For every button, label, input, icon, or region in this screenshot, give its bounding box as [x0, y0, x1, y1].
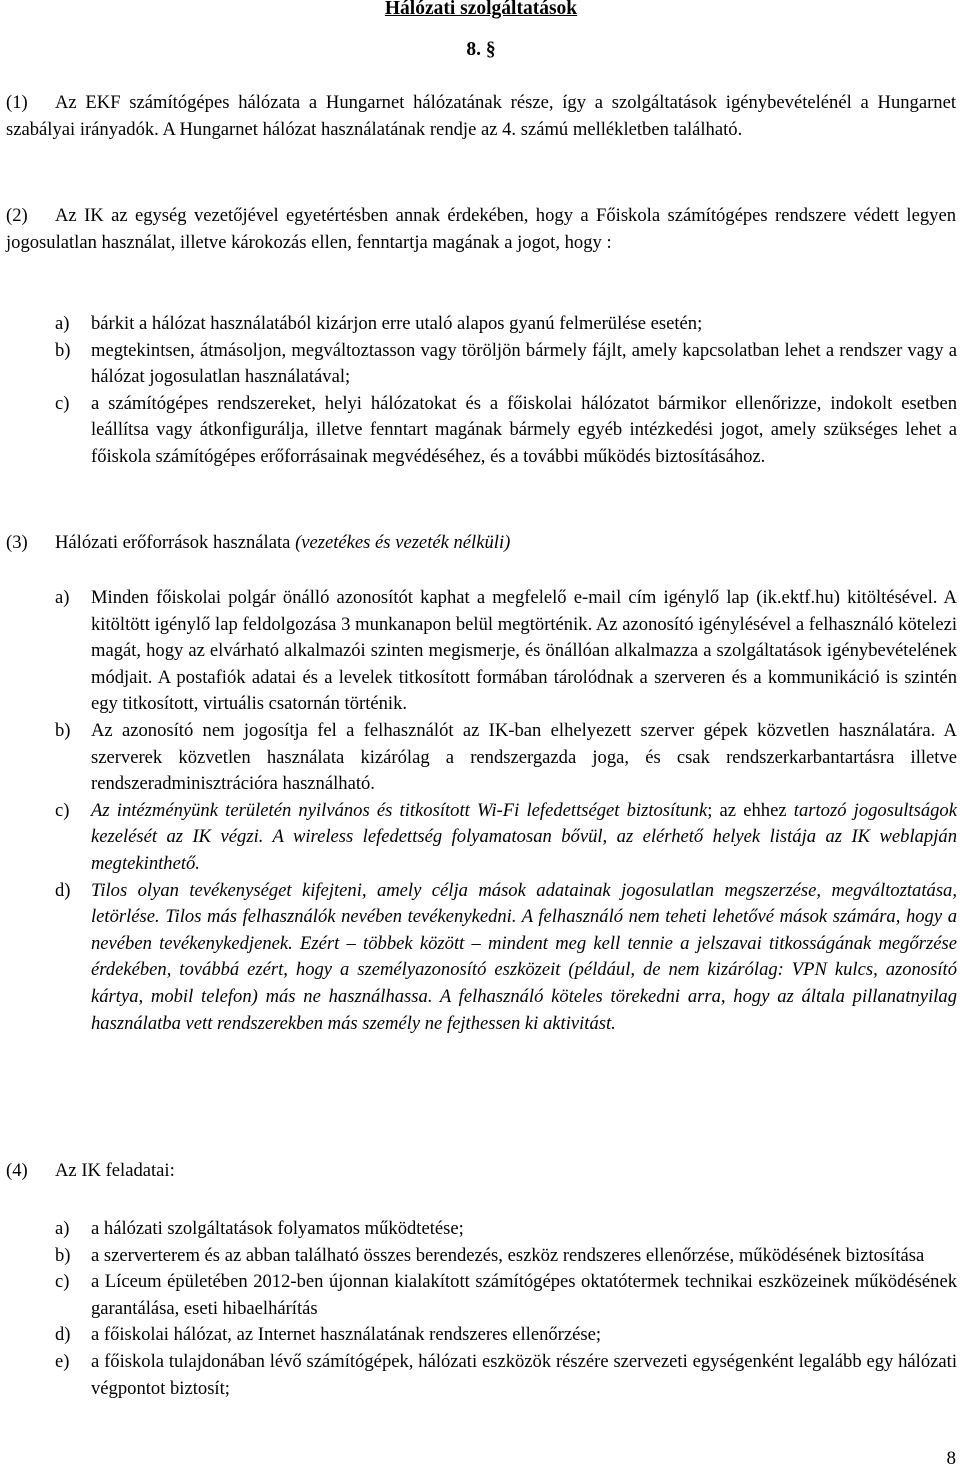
list-item: [55, 311, 957, 338]
list-item-label: a): [55, 313, 70, 334]
list-item-label: c): [55, 392, 70, 414]
list-item: [55, 718, 957, 798]
list-item-text: Az azonosító nem jogosítja fel a felhasználót az IK-ban elhelyezett szerver gépek közvetlen használatára. A szerverek közvetlen használata kizárólag a rendszergazda joga, és csak rendszerkarbantartásra illetve rendszeradminisztrációra használható.: [91, 719, 957, 795]
paragraph-number: (2): [6, 205, 28, 226]
list-item-text: megtekintsen, átmásoljon, megváltoztasson vagy töröljön bármely fájlt, amely kapcsolatban lehet a rendszer vagy a hálózat jogosulatlan használatával;: [91, 339, 957, 388]
list-item: [55, 1269, 957, 1322]
paragraph-number: (1): [6, 92, 28, 113]
list-item-text: a hálózati szolgáltatások folyamatos működtetése;: [91, 1218, 464, 1239]
paragraph-number: (4): [6, 1160, 28, 1181]
list-item-label: c): [55, 799, 70, 821]
list-item-text: a szerverterem és az abban található összes berendezés, eszköz rendszeres ellenőrzése, működésének biztosítása: [91, 1244, 925, 1266]
paragraph-4-list: [55, 1216, 957, 1402]
list-item-text: ; az ehhez: [707, 799, 787, 821]
paragraph-2: [6, 203, 956, 256]
paragraph-3-heading: [6, 530, 956, 557]
paragraph-number: (3): [6, 532, 28, 553]
list-item-label: e): [55, 1350, 70, 1372]
list-item-text: a számítógépes rendszereket, helyi hálózatokat és a főiskolai hálózatot bármikor ellenőrizze, indokolt esetben leállítsa vagy átkonfigurálja, illetve fenntart magának bármely egyéb intézkedési jogot, amely szükséges lehet a főiskola számítógépes erőforrásainak megvédéséhez, és a további működés biztosításához.: [91, 392, 957, 467]
list-item-label: b): [55, 719, 71, 741]
list-item-text-italic: Tilos olyan tevékenységet kifejteni, amely célja mások adatainak jogosulatlan megszerzése, megváltoztatása, letörlése. Tilos más felhasználók nevében tevékenykedni. A felhasználó nem teheti lehetővé mások számára, hogy a nevében tevékenykedjenek. Ezért – többek között – mindent meg kell tennie a jelszavai titkosságának megőrzése érdekében, továbbá ezért, hogy a személyazonosító eszközeit (például, de nem kizárólag: VPN kulcs, azonosító kártya, mobil telefon) más ne használhassa. A felhasználó köteles törekedni arra, hogy az általa pillanatnyilag használatba vett rendszerekben más személy ne fejthessen ki aktivitást.: [91, 879, 957, 1034]
paragraph-3-list: [55, 585, 957, 1037]
paragraph-text: Az EKF számítógépes hálózata a Hungarnet hálózatának része, így a szolgáltatások igénybevételénél a Hungarnet szabályai irányadók. A Hungarnet hálózat használatának rendje az 4. számú mellékletben található.: [6, 92, 956, 140]
list-item: [55, 1216, 957, 1243]
list-item: [55, 1322, 957, 1349]
list-item-text: Minden főiskolai polgár önálló azonosítót kaphat a megfelelő e-mail cím igénylő lap (ik.ektf.hu) kitöltésével. A kitöltött igénylő lap feldolgozása 3 munkanapon belül megtörténik. Az azonosító igénylésével a felhasználó kötelezi magát, hogy az elvárható alkalmazói szinten megismerje, és önállóan alkalmazza a szolgáltatások igénybevételének módjait. A postafiók adatai és a levelek titkosított formában tárolódnak a szerveren és a kommunikáció is szintén egy titkosított, virtuális csatornán történik.: [91, 587, 957, 715]
list-item-label: a): [55, 1218, 70, 1239]
list-item-label: d): [55, 879, 71, 901]
paragraph-text: Az IK az egység vezetőjével egyetértésben annak érdekében, hogy a Főiskola számítógépes rendszere védett legyen jogosulatlan használat, illetve károkozás ellen, fenntartja magának a jogot, hogy :: [6, 205, 956, 253]
page-number: 8: [946, 1448, 956, 1469]
list-item-label: b): [55, 339, 71, 361]
list-item: [55, 391, 957, 471]
list-item-text: a főiskola tulajdonában lévő számítógépek, hálózati eszközök részére szervezeti egységenként legalább egy hálózati végpontot biztosít;: [91, 1350, 957, 1399]
paragraph-1: [6, 90, 956, 143]
list-item: [55, 338, 957, 391]
section-heading: 8. §: [466, 39, 496, 60]
paragraph-heading-text: Az IK feladatai:: [55, 1160, 175, 1181]
paragraph-heading-text: Hálózati erőforrások használata: [55, 532, 291, 553]
list-item: [55, 1243, 957, 1270]
list-item: [55, 878, 957, 1038]
list-item-text: a főiskolai hálózat, az Internet használatának rendszeres ellenőrzése;: [91, 1324, 602, 1346]
page-title: Hálózati szolgáltatások: [384, 0, 578, 19]
list-item-text: a Líceum épületében 2012-ben újonnan kialakított számítógépes oktatótermek technikai eszközeinek működésének garantálása, eseti hibaelhárítás: [91, 1271, 957, 1319]
list-item-text: bárkit a hálózat használatából kizárjon erre utaló alapos gyanú felmerülése esetén;: [91, 313, 703, 334]
list-item-label: a): [55, 587, 70, 608]
list-item: [55, 1349, 957, 1402]
paragraph-4-heading: [6, 1158, 956, 1185]
list-item-text-italic: tartozó jogosultságok kezelését az IK végzi. A wireless lefedettség folyamatosan bővül, az elérhető helyek listája az IK weblapján megtekinthető.: [91, 799, 957, 874]
list-item-label: d): [55, 1324, 71, 1346]
list-item-label: b): [55, 1244, 71, 1266]
list-item: [55, 798, 957, 878]
list-item: [55, 585, 957, 718]
paragraph-2-list: [55, 311, 957, 471]
list-item-text-italic: Az intézményünk területén nyilvános és titkosított Wi-Fi lefedettséget biztosítunk: [91, 799, 708, 821]
paragraph-heading-italic: (vezetékes és vezeték nélküli): [295, 532, 511, 553]
list-item-label: c): [55, 1271, 70, 1293]
